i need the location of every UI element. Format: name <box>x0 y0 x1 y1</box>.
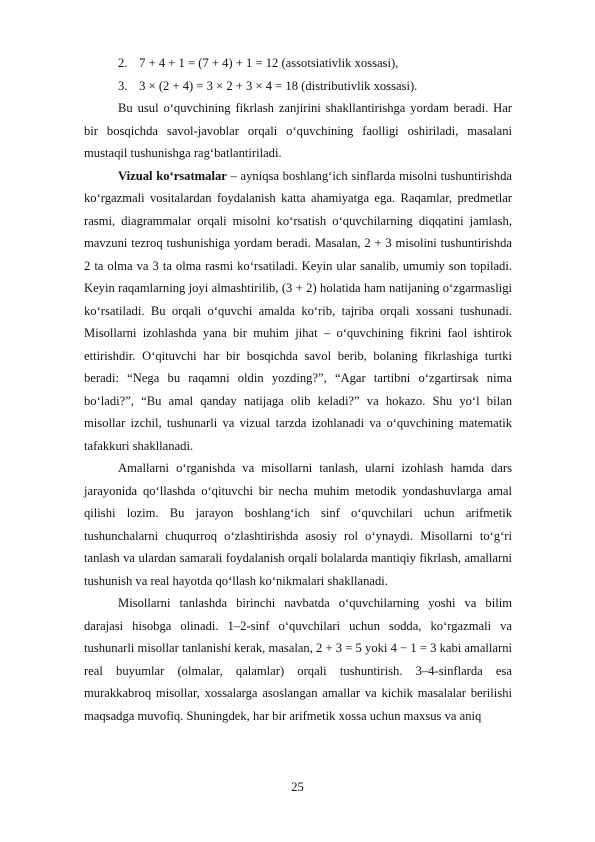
list-number: 3. <box>118 78 128 93</box>
list-text: 3 × (2 + 4) = 3 × 2 + 3 × 4 = 18 (distributivlik xossasi). <box>139 78 418 93</box>
term-visual-aids: Vizual ko‘rsatmalar <box>118 168 227 183</box>
list-number: 2. <box>118 56 128 70</box>
page-number: 25 <box>291 780 304 794</box>
paragraph-method-summary: Bu usul o‘quvchining fikrlash zanjirini shakllantirishga yordam beradi. Har bir bosqichda savol-javoblar orqali o‘quvchining faolligi oshiriladi, masalani mustaqil tushunishga rag‘batlantiriladi. <box>84 101 512 160</box>
list-item <box>84 75 512 98</box>
paragraph-example-selection: Misollarni tanlashda birinchi navbatda o‘quvchilarning yoshi va bilim darajasi hisobga olinadi. 1–2-sinf o‘quvchilari uchun sodda, ko‘rgazmali va tushunarli misollar tanlanishi kerak, masalan, 2 + 3 = 5 yoki 4 − 1 = 3 kabi amallarni real buyumlar (olmalar, qalamlar) orqali tushuntirish. 3–4-sinflarda esa murakkabroq misollar, xossalarga asoslangan amallar va kichik masalalar berilishi maqsadga muvofiq. Shuningdek, har bir arifmetik xossa uchun maxsus va aniq <box>84 596 512 723</box>
paragraph-methodical-approaches: Amallarni o‘rganishda va misollarni tanlash, ularni izohlash hamda dars jarayonida qo‘llashda o‘qituvchi bir necha muhim metodik yondashuvlarga amal qilishi lozim. Bu jarayon boshlang‘ich sinf o‘quvchilari uchun arifmetik tushunchalarni chuqurroq o‘zlashtirishda asosiy rol o‘ynaydi. Misollarni to‘g‘ri tanlash va ulardan samarali foydalanish orqali bolalarda mantiqiy fikrlash, amallarni tushunish va real hayotda qo‘llash ko‘nikmalari shakllanadi. <box>84 461 512 588</box>
page-content <box>84 52 512 727</box>
paragraph-visual-aids <box>84 165 512 458</box>
list-text: 7 + 4 + 1 = (7 + 4) + 1 = 12 (assotsiativlik xossasi), <box>139 56 399 70</box>
list-item <box>84 52 512 75</box>
paragraph-visual-aids-text: – ayniqsa boshlang‘ich sinflarda misolni tushuntirishda ko‘rgazmali vositalardan foydalanish katta ahamiyatga ega. Raqamlar, predmetlar rasmi, diagrammalar orqali misolni ko‘rsatish o‘quvchilarning diqqatini jamlash, mavzuni tezroq tushunishiga yordam beradi. Masalan, 2 + 3 misolini tushuntirishda 2 ta olma va 3 ta olma rasmi ko‘rsatiladi. Keyin ular sanalib, umumiy son topiladi. Keyin raqamlarning joyi almashtirilib, (3 + 2) holatida ham natijaning o‘zgarmasligi ko‘rsatiladi. Bu orqali o‘quvchi amalda ko‘rib, tajriba orqali xossani tushunadi. Misollarni izohlashda yana bir muhim jihat – o‘quvchining fikrini faol ishtirok ettirishdir. O‘qituvchi har bir bosqichda savol berib, bolaning fikrlashiga turtki beradi: “Nega bu raqamni oldin yozding?”, “Agar tartibni o‘zgartirsak nima bo‘ladi?”, “Bu amal qanday natijaga olib keladi?” va hokazo. Shu yo‘l bilan misollar izchil, tushunarli va vizual tarzda izohlanadi va o‘quvchining matematik tafakkuri shakllanadi. <box>84 168 512 453</box>
